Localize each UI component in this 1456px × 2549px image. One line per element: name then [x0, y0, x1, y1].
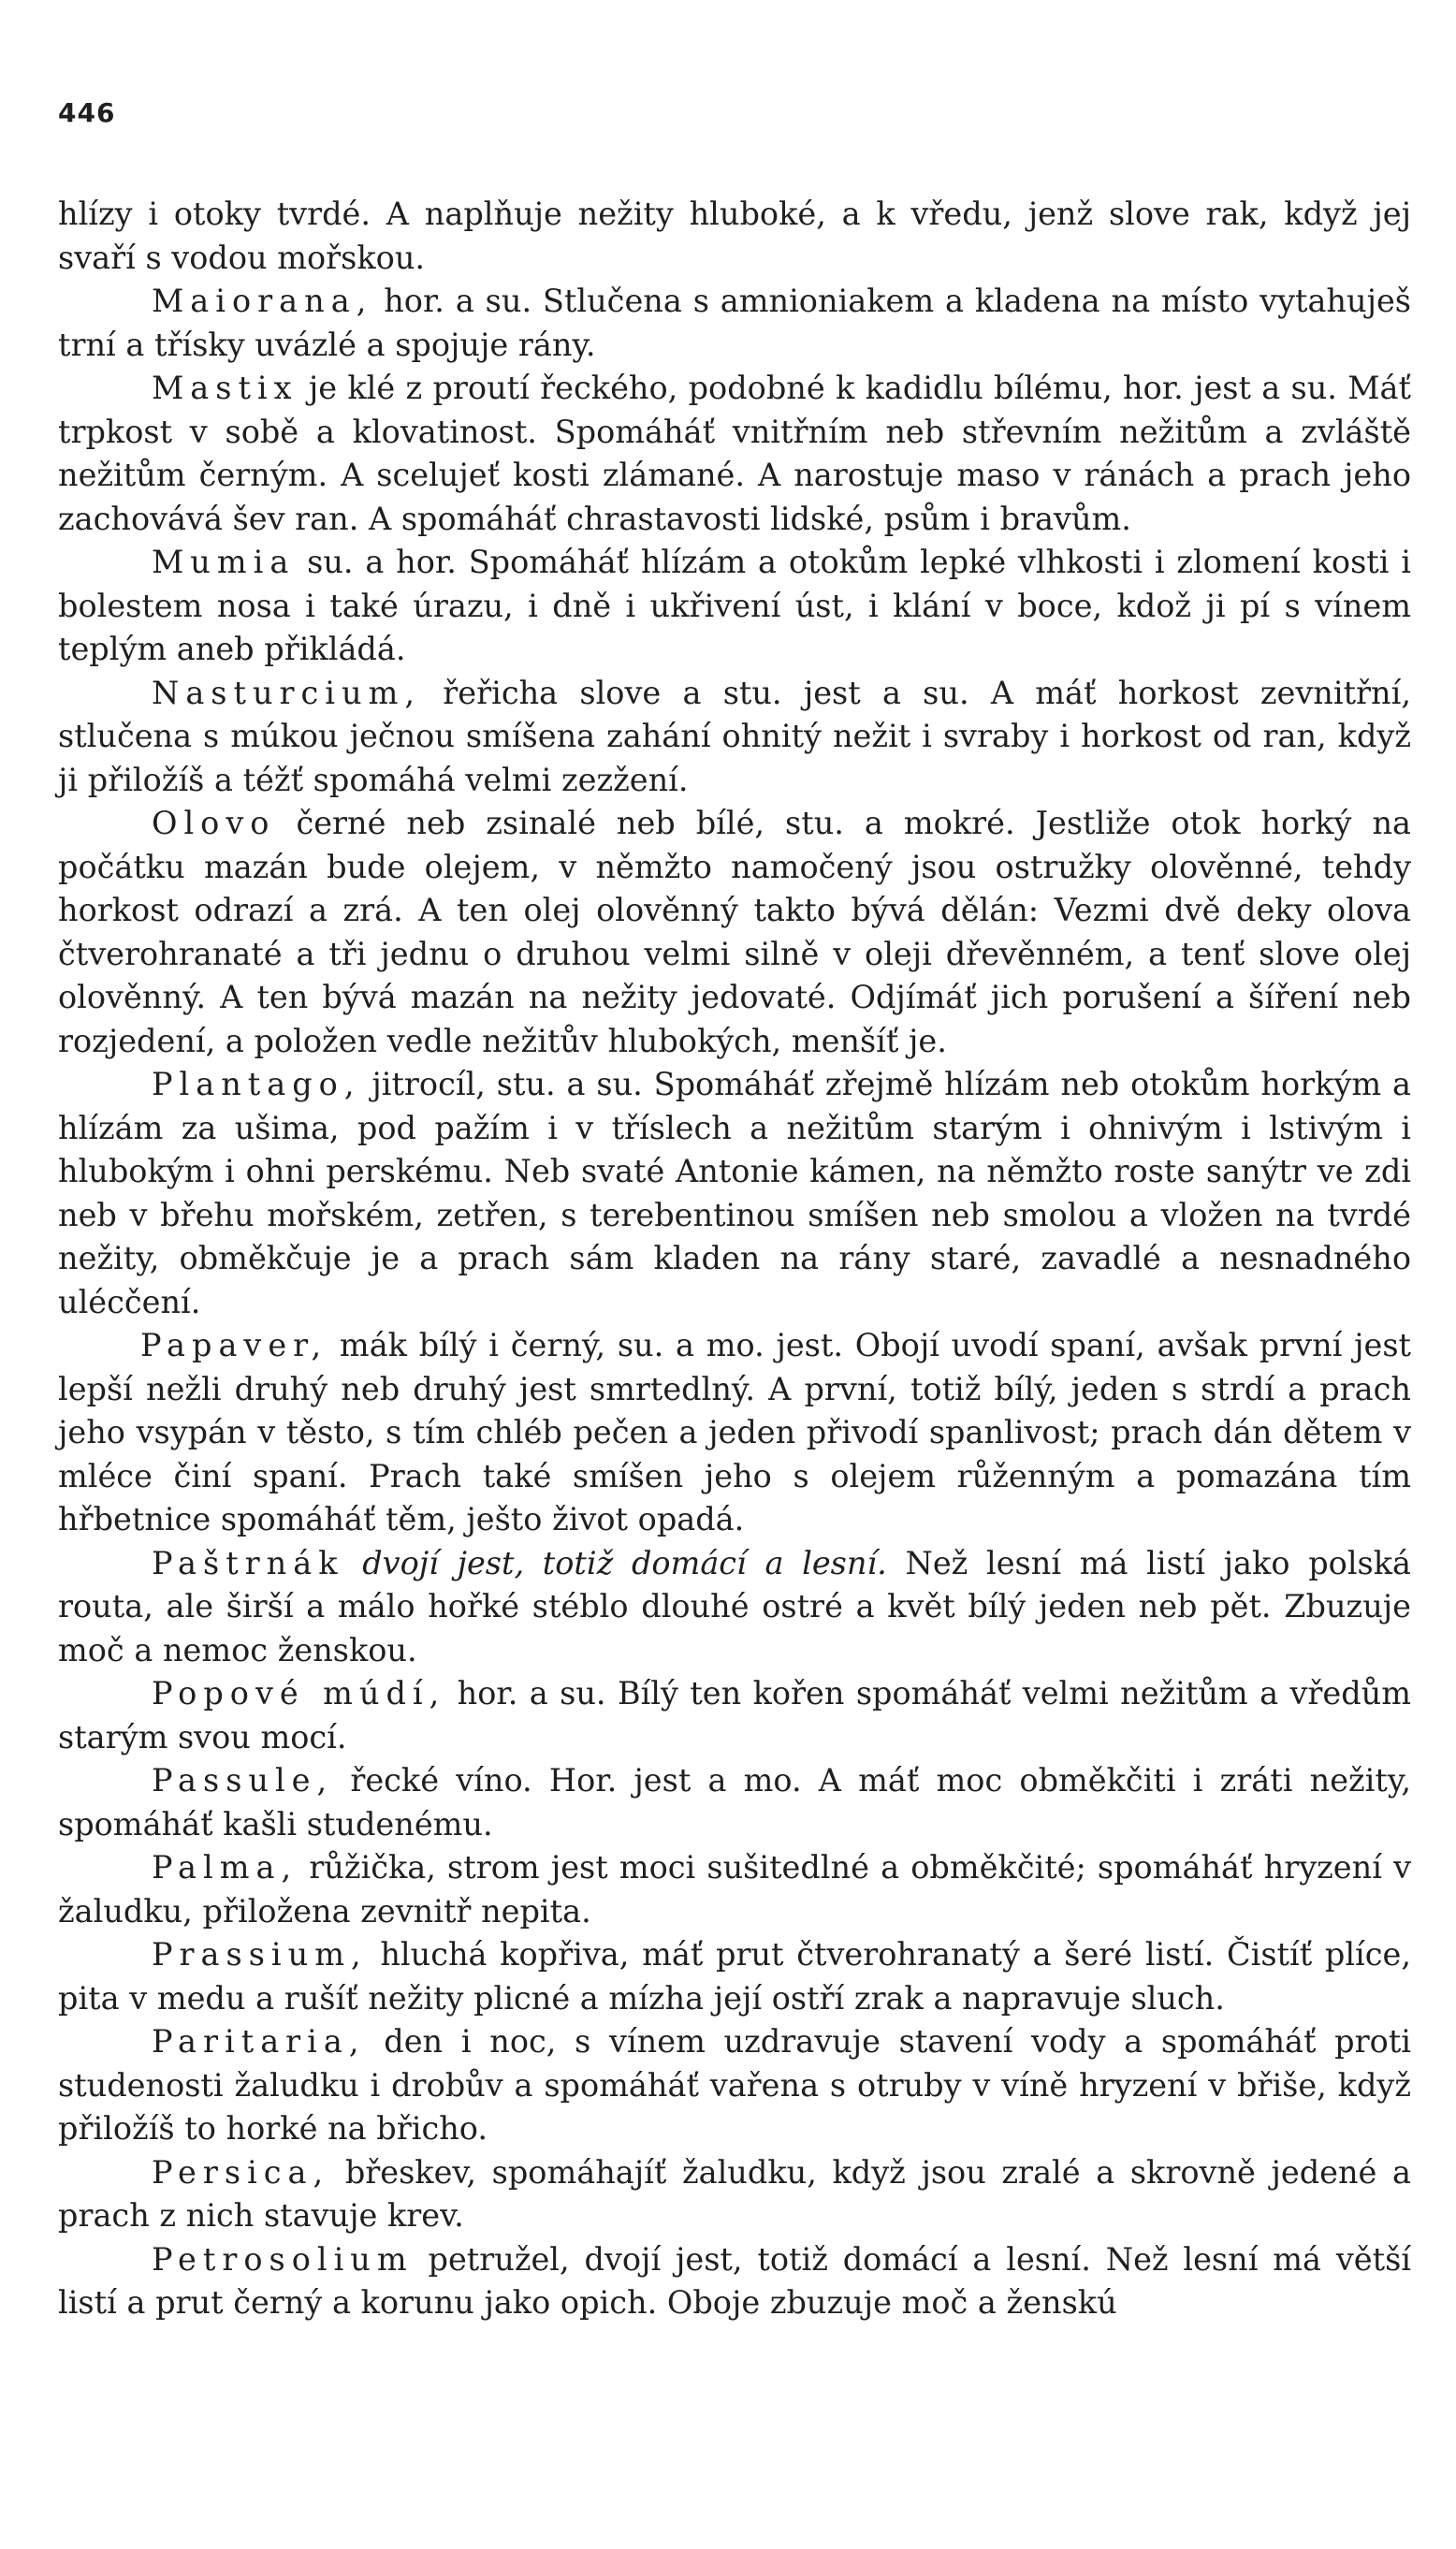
page-number: 446 [58, 97, 116, 128]
entry-text: břeskev, spomáhajíť žaludku, když jsou zralé a skrovně jedené a prach z nich stavuje krev. [58, 2153, 1411, 2234]
entry-text: mák bílý i černý, su. a mo. jest. Obojí uvodí spaní, avšak první jest lepší nežli druhý neb druhý jest smrtedlný. A první, totiž bílý, jeden s strdí a prach jeho vsypán v těsto, s tím chléb pečen a jeden přivodí spanlivost; prach dán dětem v mléce činí spaní. Prach také smíšen jeho s olejem růženným a pomazána tím hřbetnice spomáháť těm, ješto život opadá. [58, 1327, 1411, 1537]
entry-term: Passule, [152, 1762, 334, 1799]
paragraph-continuation [58, 193, 1411, 280]
entry-popove-mudi [58, 1672, 1411, 1759]
entry-prassium [58, 1933, 1411, 2020]
entry-term: Petrosolium [152, 2240, 414, 2278]
entry-text: Než lesní má listí jako polská routa, ale širší a málo hořké stéblo dlouhé ostré a květ bílý jeden neb pět. Zbuzuje moč a nemoc ženskou. [58, 1544, 1411, 1668]
entry-mastix [58, 367, 1411, 541]
entry-petrosolium [58, 2238, 1411, 2325]
entry-persica [58, 2151, 1411, 2238]
entry-term: Palma, [152, 1849, 298, 1886]
entry-maiorana [58, 280, 1411, 367]
entry-term: Papaver, [140, 1327, 328, 1363]
entry-nasturcium [58, 672, 1411, 803]
entry-text: řecké víno. Hor. jest a mo. A máť moc obměkčiti i zráti nežity, spomáháť kašli studenému. [58, 1762, 1411, 1843]
entry-papaver [58, 1324, 1411, 1542]
entry-plantago [58, 1063, 1411, 1324]
entry-text: hor. a su. Bílý ten kořen spomáháť velmi nežitům a vředům starým svou mocí. [58, 1675, 1412, 1755]
text-body [58, 193, 1411, 2325]
entry-term: Mumia [152, 544, 296, 580]
entry-term: Plantago, [152, 1066, 361, 1102]
entry-text: su. a hor. Spomáháť hlízám a otokům lepké vlhkosti i zlomení kosti i bolestem nosa i také úrazu, i dně i ukřivení úst, i klání v boce, kdož ji pí s vínem teplým aneb přikládá. [58, 544, 1411, 667]
paragraph-text: hlízy i otoky tvrdé. A naplňuje nežity hluboké, a k vředu, jenž slove rak, když jej svaří s vodou mořskou. [58, 196, 1411, 276]
entry-text: růžička, strom jest moci sušitedlné a obměkčité; spomáháť hryzení v žaludku, přiložena zevnitř nepita. [58, 1849, 1411, 1930]
entry-text: hluchá kopřiva, máť prut čtverohranatý a šeré listí. Čistíť plíce, pita v medu a rušíť nežity plicné a mízha její ostří zrak a napravuje sluch. [58, 1936, 1411, 2017]
entry-pastrnak [58, 1542, 1411, 1673]
entry-italic-text: dvojí jest, totiž domácí a lesní. [343, 1544, 887, 1581]
entry-text: petružel, dvojí jest, totiž domácí a lesní. Než lesní má větší listí a prut černý a korunu jako opich. Oboje zbuzuje moč a ženskú [58, 2240, 1411, 2321]
entry-text: černé neb zsinalé neb bílé, stu. a mokré. Jestliže otok horký na počátku mazán bude olejem, v němžto namočený jsou ostružky olověnné, tehdy horkost odrazí a zrá. A ten olej olověnný takto bývá dělán: Vezmi dvě deky olova čtverohranaté a tři jednu o druhou velmi silně v oleji dřevěnném, a tenť slove olej olověnný. A ten bývá mazán na nežity jedovaté. Odjímáť jich porušení a šíření neb rozjedení, a položen vedle nežitův hlubokých, menšíť je. [58, 805, 1411, 1059]
entry-term: Mastix [152, 370, 298, 406]
entry-term: Popové múdí, [152, 1675, 446, 1711]
entry-paritaria [58, 2020, 1411, 2151]
entry-term: Maiorana, [152, 283, 373, 319]
entry-term: Paštrnák [152, 1544, 344, 1581]
entry-text: je klé z proutí řeckého, podobné k kadidlu bílému, hor. jest a su. Máť trpkost v sobě a klovatinost. Spomáháť vnitřním neb střevním nežitům a zvláště nežitům černým. A scelujeť kosti zlámané. A narostuje maso v ránách a prach jeho zachovává šev ran. A spomáháť chrastavosti lidské, psům i bravům. [58, 370, 1411, 537]
entry-palma [58, 1846, 1411, 1933]
entry-text: řeřicha slove a stu. jest a su. A máť horkost zevnitřní, stlučena s múkou ječnou smíšena zahání ohnitý nežit i svraby i horkost od ran, když ji přiložíš a téžť spomáhá velmi zezžení. [58, 674, 1411, 798]
entry-term: Olovo [152, 805, 276, 841]
entry-text: den i noc, s vínem uzdravuje stavení vody a spomáháť proti studenosti žaludku i drobův a spomáháť vařena s otruby v víně hryzení v břiše, když přiložíš to horké na břicho. [58, 2023, 1411, 2147]
entry-term: Prassium, [152, 1936, 368, 1973]
entry-term: Persica, [152, 2153, 330, 2191]
entry-text: jitrocíl, stu. a su. Spomáháť zřejmě hlízám neb otokům horkým a hlízám za ušima, pod pažím i v tříslech a nežitům starým i ohnivým i lstivým i hlubokým i ohni perskému. Neb svaté Antonie kámen, na němžto roste sanýtr ve zdi neb v břehu mořském, zetřen, s terebentinou smíšen neb smolou a vložen na tvrdé nežity, obměkčuje je a prach sám kladen na rány staré, zavadlé a nesnadného ulécčení. [58, 1066, 1411, 1320]
entry-term: Paritaria, [152, 2023, 366, 2060]
entry-term: Nasturcium, [152, 674, 421, 711]
entry-mumia [58, 541, 1411, 672]
entry-passule [58, 1759, 1411, 1846]
entry-olovo [58, 802, 1411, 1063]
entry-text: hor. a su. Stlučena s amnioniakem a kladena na místo vytahuješ trní a třísky uvázlé a spojuje rány. [58, 283, 1411, 363]
